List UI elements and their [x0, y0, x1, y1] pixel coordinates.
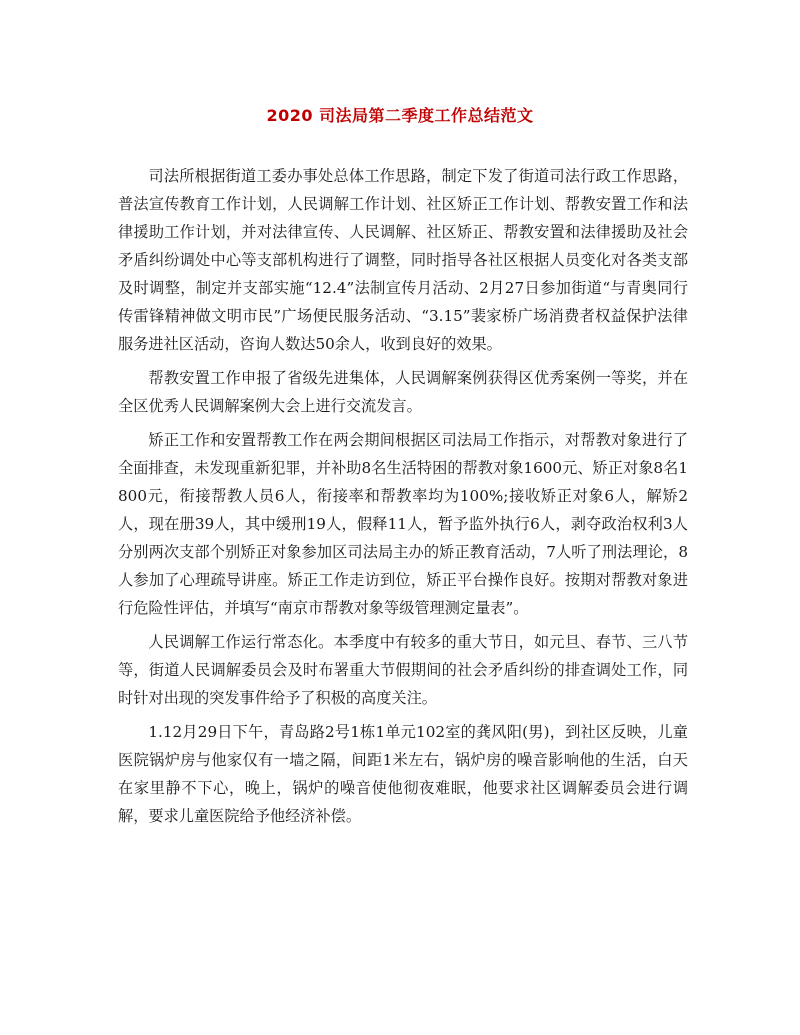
paragraph-1: 司法所根据街道工委办事处总体工作思路，制定下发了街道司法行政工作思路，普法宣传教育工作计划，人民调解工作计划、社区矫正工作计划、帮教安置工作和法律援助工作计划，并对法律宣传、人民调解、社区矫正、帮教安置和法律援助及社会矛盾纠纷调处中心等支部机构进行了调整，同时指导各社区根据人员变化对各类支部及时调整，制定并支部实施“12.4”法制宣传月活动、2月27日参加街道“与青奥同行传雷锋精神做文明市民”广场便民服务活动、“3.15”裴家桥广场消费者权益保护法律服务进社区活动，咨询人数达50余人，收到良好的效果。 — [118, 167, 688, 353]
document-body — [118, 162, 688, 836]
paragraph-2: 帮教安置工作申报了省级先进集体，人民调解案例获得区优秀案例一等奖，并在全区优秀人民调解案例大会上进行交流发言。 — [118, 369, 688, 415]
paragraph-4: 人民调解工作运行常态化。本季度中有较多的重大节日，如元旦、春节、三八节等，街道人民调解委员会及时布署重大节假期间的社会矛盾纠纷的排查调处工作，同时针对出现的突发事件给予了积极的高度关注。 — [118, 633, 688, 707]
document-title: 2020 司法局第二季度工作总结范文 — [266, 106, 534, 125]
paragraph-3: 矫正工作和安置帮教工作在两会期间根据区司法局工作指示，对帮教对象进行了全面排查，未发现重新犯罪，并补助8名生活特困的帮教对象1600元、矫正对象8名1800元，衔接帮教人员6人，衔接率和帮教率均为100%;接收矫正对象6人，解矫2人，现在册39人，其中缓刑19人，假释11人，暂予监外执行6人，剥夺政治权利3人分别两次支部个别矫正对象参加区司法局主办的矫正教育活动，7人听了刑法理论，8人参加了心理疏导讲座。矫正工作走访到位，矫正平台操作良好。按期对帮教对象进行危险性评估，并填写“南京市帮教对象等级管理测定量表”。 — [118, 431, 688, 617]
paragraph-5: 1.12月29日下午，青岛路2号1栋1单元102室的龚风阳(男)，到社区反映，儿童医院锅炉房与他家仅有一墙之隔，间距1米左右，锅炉房的噪音影响他的生活，白天在家里静不下心，晚上，锅炉的噪音使他彻夜难眠，他要求社区调解委员会进行调解，要求儿童医院给予他经济补偿。 — [118, 723, 688, 825]
